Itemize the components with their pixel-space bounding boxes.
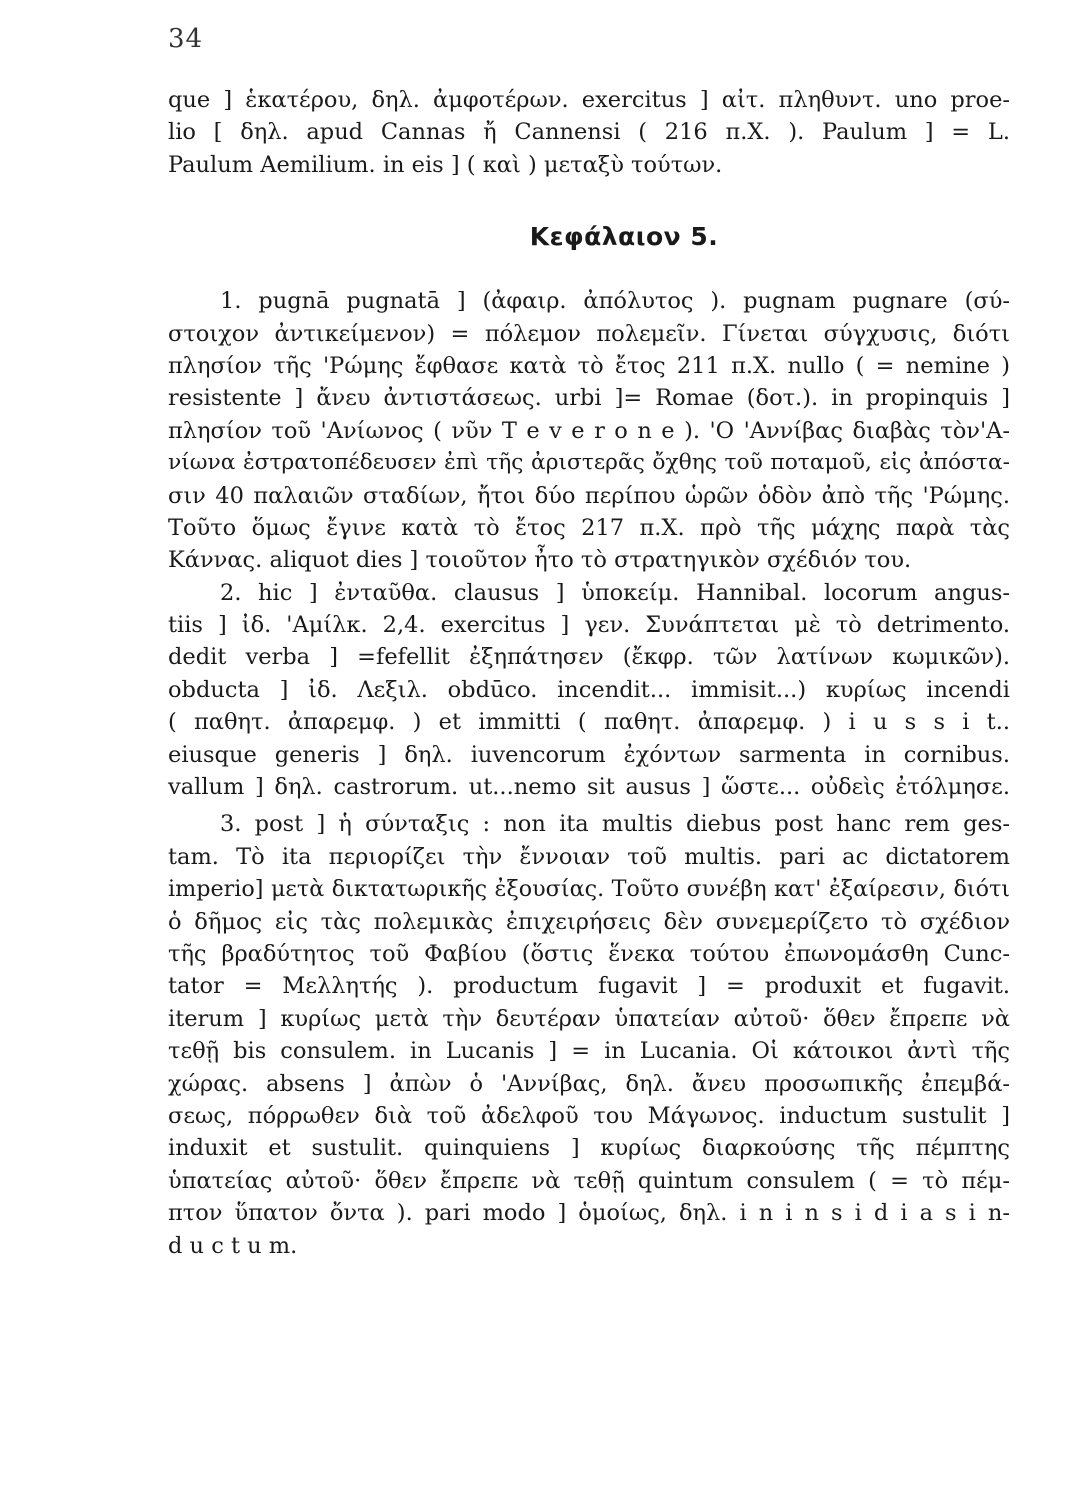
section-2 [168,577,1010,804]
section-1 [168,285,1010,577]
text-line: πτον ὕπατον ὄντα ). pari modo ] ὁμοίως, δηλ. i n i n s i d i a s i n- [168,1200,1010,1227]
commentary-text [168,84,1010,1262]
chapter-heading: Κεφάλαιον 5. [529,222,719,252]
text-line: que ] ἑκατέρου, δηλ. ἀμφοτέρων. exercitus ] αἰτ. πληθυντ. uno proe- [168,87,1010,113]
text-line: πλησίον τῆς 'Ρώμης ἔφθασε κατὰ τὸ ἔτος 211 π.Χ. nullo ( = nemine ) [168,352,1010,379]
text-line: σιν 40 παλαιῶν σταδίων, ἤτοι δύο περίπου ὡρῶν ὁδὸν ἀπὸ τῆς 'Ρώμης. [168,482,1010,509]
text-line: imperio] μετὰ δικτατωρικῆς ἐξουσίας. Τοῦτο συνέβη κατ' ἐξαίρεσιν, διότι [168,876,1010,903]
text-line: ὁ δῆμος εἰς τὰς πολεμικὰς ἐπιχειρήσεις δὲν συνεμερίζετο τὸ σχέδιον [168,908,1010,935]
text-line: ὑπατείας αὐτοῦ· ὅθεν ἔπρεπε νὰ τεθῇ quintum consulem ( = τὸ πέμ- [168,1167,1010,1194]
text-line: tam. Τὸ ita περιορίζει τὴν ἔννοιαν τοῦ multis. pari ac dictatorem [168,843,1010,870]
section-3 [168,808,1010,1261]
text-line: Paulum Aemilium. in eis ] ( καὶ ) μεταξὺ τούτων. [168,151,723,178]
text-line: vallum ] δηλ. castrorum. ut...nemo sit ausus ] ὥστε... οὐδεὶς ἐτόλμησε. [168,774,1010,801]
text-line: obducta ] ἰδ. Λεξιλ. obdūco. incendit... immisit...) κυρίως incendi [168,676,1010,703]
text-line: eiusque generis ] δηλ. iuvencorum ἐχόντων sarmenta in cornibus. [168,741,1010,768]
text-line: ( παθητ. ἀπαρεμφ. ) et immitti ( παθητ. ἀπαρεμφ. ) i u s s i t.. [168,709,1010,736]
text-line: σεως, πόρρωθεν διὰ τοῦ ἀδελφοῦ του Μάγωνος. inductum sustulit ] [168,1102,1010,1129]
text-line: dedit verba ] =fefellit ἐξηπάτησεν (ἔκφρ. τῶν λατίνων κωμικῶν). [168,644,1010,671]
text-line: 2. hic ] ἐνταῦθα. clausus ] ὑποκείμ. Hannibal. locorum angus- [220,579,1010,606]
text-line: d u c t u m. [168,1232,298,1259]
text-line: lio [ δηλ. apud Cannas ἤ Cannensi ( 216 π.Χ. ). Paulum ] = L. [168,119,1010,146]
text-line: tiis ] ἰδ. 'Αμίλκ. 2,4. exercitus ] γεν. Συνάπτεται μὲ τὸ detrimento. [168,612,1010,639]
text-line: induxit et sustulit. quinquiens ] κυρίως διαρκούσης τῆς πέμπτης [168,1135,1010,1162]
text-line: iterum ] κυρίως μετὰ τὴν δευτέραν ὑπατείαν αὐτοῦ· ὅθεν ἔπρεπε νὰ [168,1005,1010,1032]
text-line: τεθῇ bis consulem. in Lucanis ] = in Lucania. Οἱ κάτοικοι ἀντὶ τῆς [168,1038,1010,1065]
text-line: Τοῦτο ὅμως ἔγινε κατὰ τὸ ἔτος 217 π.Χ. πρὸ τῆς μάχης παρὰ τὰς [168,514,1010,541]
text-line: νίωνα ἐστρατοπέδευσεν ἐπὶ τῆς ἀριστερᾶς ὄχθης τοῦ ποταμοῦ, εἰς ἀπόστα- [168,450,1010,476]
text-line: Κάννας. aliquot dies ] τοιοῦτον ἦτο τὸ στρατηγικὸν σχέδιόν του. [168,547,912,574]
text-line: tator = Μελλητής ). productum fugavit ] = produxit et fugavit. [168,973,1010,1000]
intro-paragraph [168,84,1010,181]
text-line: 3. post ] ἡ σύνταξις : non ita multis diebus post hanc rem ges- [220,811,1010,838]
text-line: χώρας. absens ] ἀπὼν ὁ 'Αννίβας, δηλ. ἄνευ προσωπικῆς ἐπεμβά- [168,1070,1010,1097]
page-number: 34 [168,24,204,54]
text-line: τῆς βραδύτητος τοῦ Φαβίου (ὅστις ἕνεκα τούτου ἐπωνομάσθη Cunc- [168,940,1010,967]
text-line: 1. pugnā pugnatā ] (ἀφαιρ. ἀπόλυτος ). pugnam pugnare (σύ- [220,288,1010,315]
text-line: πλησίον τοῦ 'Ανίωνος ( νῦν T e v e r o n e ). 'Ο 'Αννίβας διαβὰς τὸν'Α- [168,417,1010,444]
text-line: resistente ] ἄνευ ἀντιστάσεως. urbi ]= Romae (δοτ.). in propinquis ] [168,385,1010,412]
text-line: στοιχον ἀντικείμενον) = πόλεμον πολεμεῖν. Γίνεται σύγχυσις, διότι [168,320,1010,347]
